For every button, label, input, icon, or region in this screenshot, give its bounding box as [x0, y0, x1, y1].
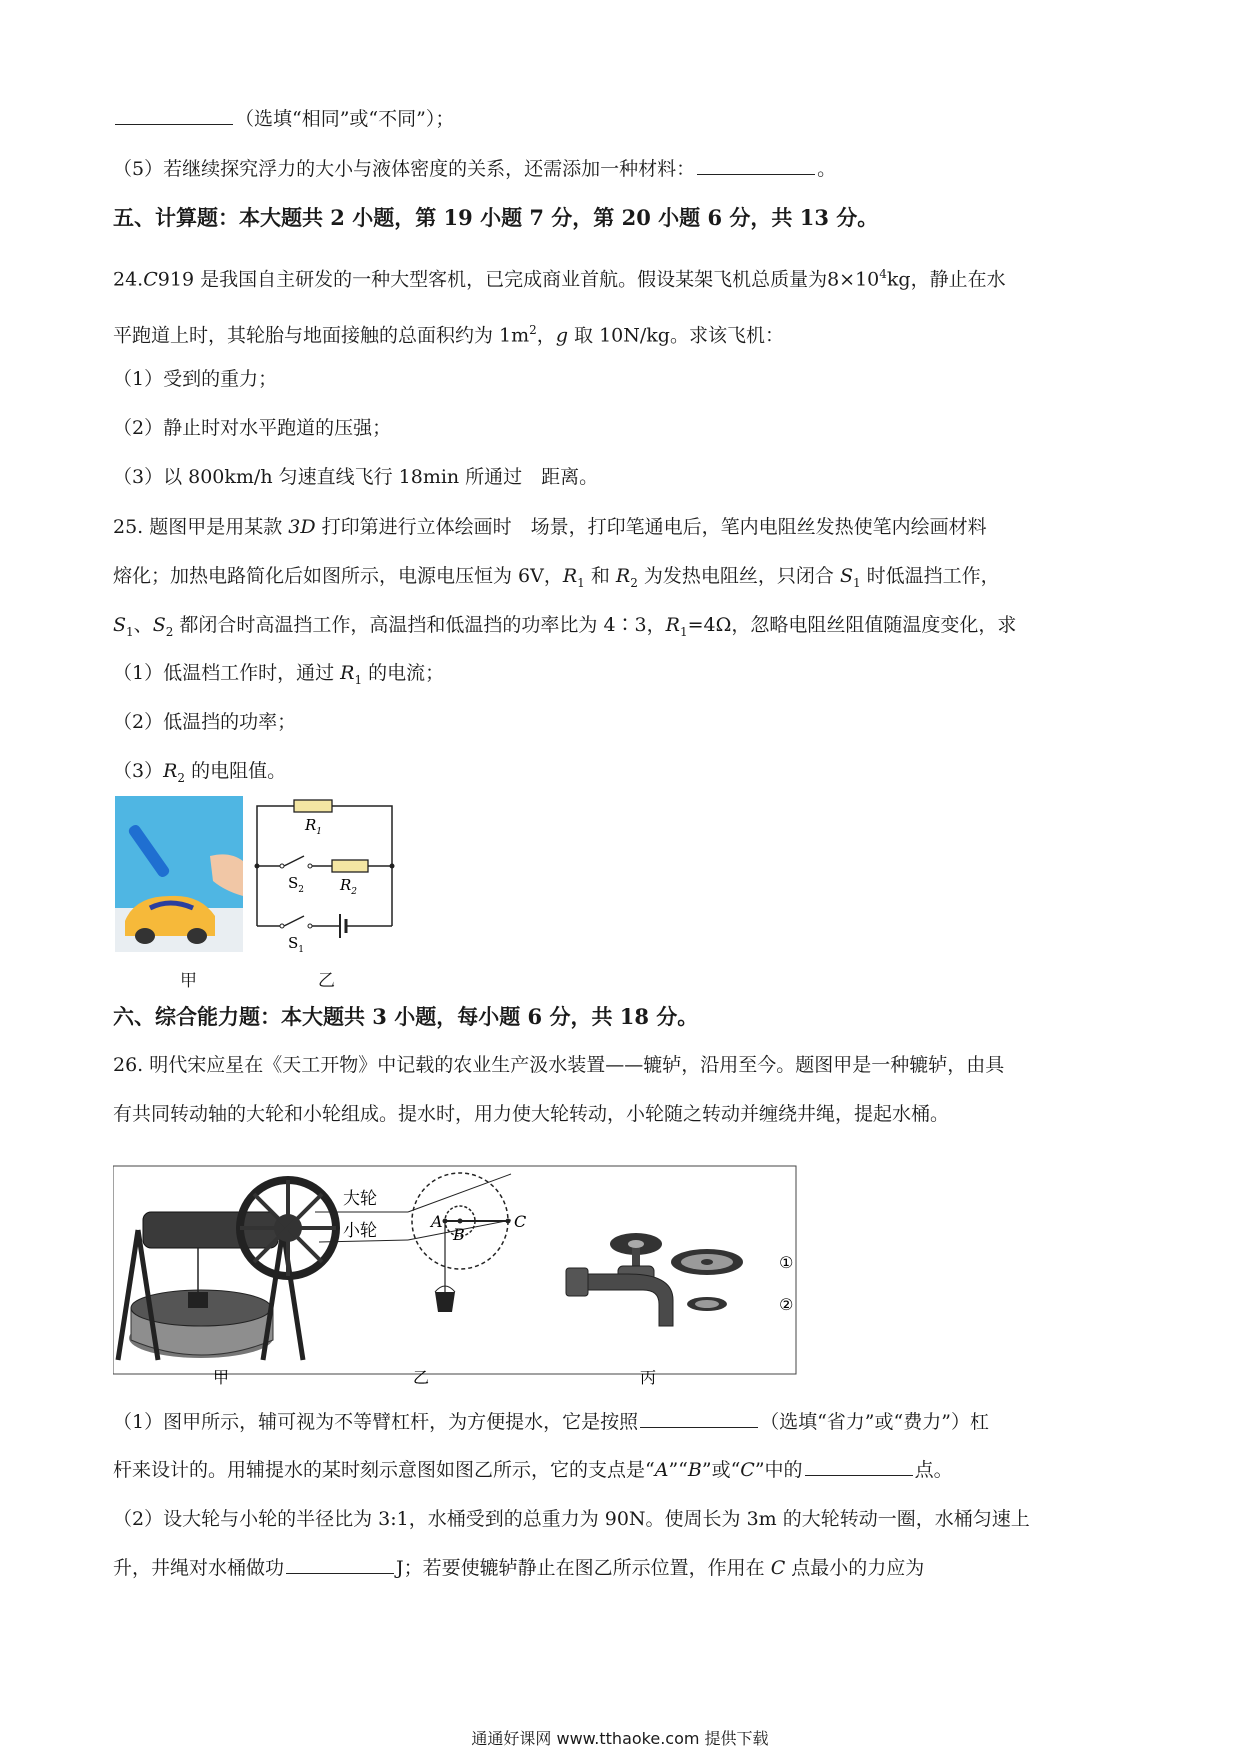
mark-1: ① — [779, 1253, 794, 1272]
windlass-illustration — [118, 1180, 336, 1360]
label-small-wheel: 小轮 — [343, 1221, 377, 1241]
windlass-figure — [113, 1140, 798, 1386]
fig-caption-yi: 乙 — [318, 971, 335, 991]
fig-caption-jia: 甲 — [213, 1368, 230, 1386]
q23-item-5: （5）若继续探究浮力的大小与液体密度的关系，还需添加一种材料： 。 — [113, 158, 837, 180]
answer-blank — [697, 156, 815, 175]
tap-illustration — [566, 1233, 743, 1326]
q24-line-1: 24.C919 是我国自主研发的一种大型客机，已完成商业首航。假设某架飞机总质量为$8\times 10^4kg$，静止在水 — [113, 267, 1006, 291]
section-6-title: 六、综合能力题：本大题共 3 小题，每小题 6 分，共 18 分。 — [113, 1004, 699, 1029]
q25-line-1: 25. 题图甲是用某款 3D 打印第进行立体绘画时 场景，打印笔通电后，笔内电阻丝发热使笔内绘画材料 — [113, 516, 987, 538]
q26-line-2: 有共同转动轴的大轮和小轮组成。提水时，用力使大轮转动，小轮随之转动并缠绕井绳，提起水桶。 — [113, 1103, 950, 1125]
q24-line-2: 平跑道上时，其轮胎与地面接触的总面积约为 $1m^2$，g 取 10N/kg。求该飞机： — [113, 323, 784, 347]
q25-sub-1: （1）低温档工作时，通过 $R_1$ 的电流； — [113, 662, 445, 687]
point-b-label: B — [453, 1225, 465, 1244]
q24-sub-1: （1）受到的重力； — [113, 368, 278, 390]
q25-line-2: 熔化；加热电路简化后如图所示，电源电压恒为 6V，$R_1$ 和 $R_2$ 为发热电阻丝，只闭合 $S_1$ 时低温挡工作， — [113, 565, 1000, 590]
answer-blank — [640, 1409, 758, 1428]
answer-blank — [805, 1457, 913, 1476]
q25-sub-2: （2）低温挡的功率； — [113, 711, 297, 733]
circuit-label-r2: $R_2$ — [340, 876, 358, 897]
point-c-label: C — [514, 1212, 527, 1231]
fig-caption-yi: 乙 — [413, 1368, 430, 1386]
3d-pen-photo — [115, 796, 243, 952]
q26-sub-1-line-1: （1）图甲所示，辅可视为不等臂杠杆，为方便提水，它是按照 （选填“省力”或“费力”）杠 — [113, 1411, 989, 1433]
circuit-label-s2: $S_2$ — [288, 874, 305, 895]
fig-caption-jia: 甲 — [180, 971, 197, 991]
q23-option-line: （选填“相同”或“不同”）； — [113, 106, 454, 132]
label-big-wheel: 大轮 — [343, 1189, 377, 1209]
circuit-label-r1: $R_1$ — [305, 816, 323, 837]
q26-sub-2-line-2: 升，井绳对水桶做功 J；若要使辘轳静止在图乙所示位置，作用在 C 点最小的力应为 — [113, 1557, 925, 1579]
q24-sub-2: （2）静止时对水平跑道的压强； — [113, 417, 392, 439]
footer-source: 通通好课网 www.tthaoke.com 提供下载 — [471, 1729, 769, 1748]
point-a-label: A — [431, 1212, 443, 1231]
answer-blank — [286, 1555, 394, 1574]
section-5-title: 五、计算题：本大题共 2 小题，第 19 小题 7 分，第 20 小题 6 分，共 13 分。 — [113, 205, 879, 230]
q24-sub-3: （3）以 800km/h 匀速直线飞行 18min 所通过 距离。 — [113, 466, 599, 488]
answer-blank — [115, 106, 233, 125]
q26-sub-2-line-1: （2）设大轮与小轮的半径比为 3:1，水桶受到的总重力为 90N。使周长为 3m 的大轮转动一圈，水桶匀速上 — [113, 1508, 1030, 1530]
mark-2: ② — [779, 1295, 794, 1314]
q25-sub-3: $(3)R_2$ 的电阻值。 — [113, 760, 287, 785]
fig-caption-bing: 丙 — [640, 1368, 657, 1386]
q25-line-3: $S_1$、$S_2$ 都闭合时高温挡工作，高温挡和低温挡的功率比为 4∶3，$R_1=4\Omega$，忽略电阻丝阻值随温度变化，求 — [113, 614, 1017, 639]
q26-sub-1-line-2: 杆来设计的。用辅提水的某时刻示意图如图乙所示，它的支点是“A”“B”或“C”中的 点。 — [113, 1459, 953, 1481]
circuit-label-s1: $S_1$ — [288, 934, 305, 955]
q26-line-1: 26. 明代宋应星在《天工开物》中记载的农业生产汲水装置——辘轳，沿用至今。题图甲是一种辘轳，由具 — [113, 1054, 1005, 1076]
heating-circuit-diagram — [252, 796, 400, 956]
